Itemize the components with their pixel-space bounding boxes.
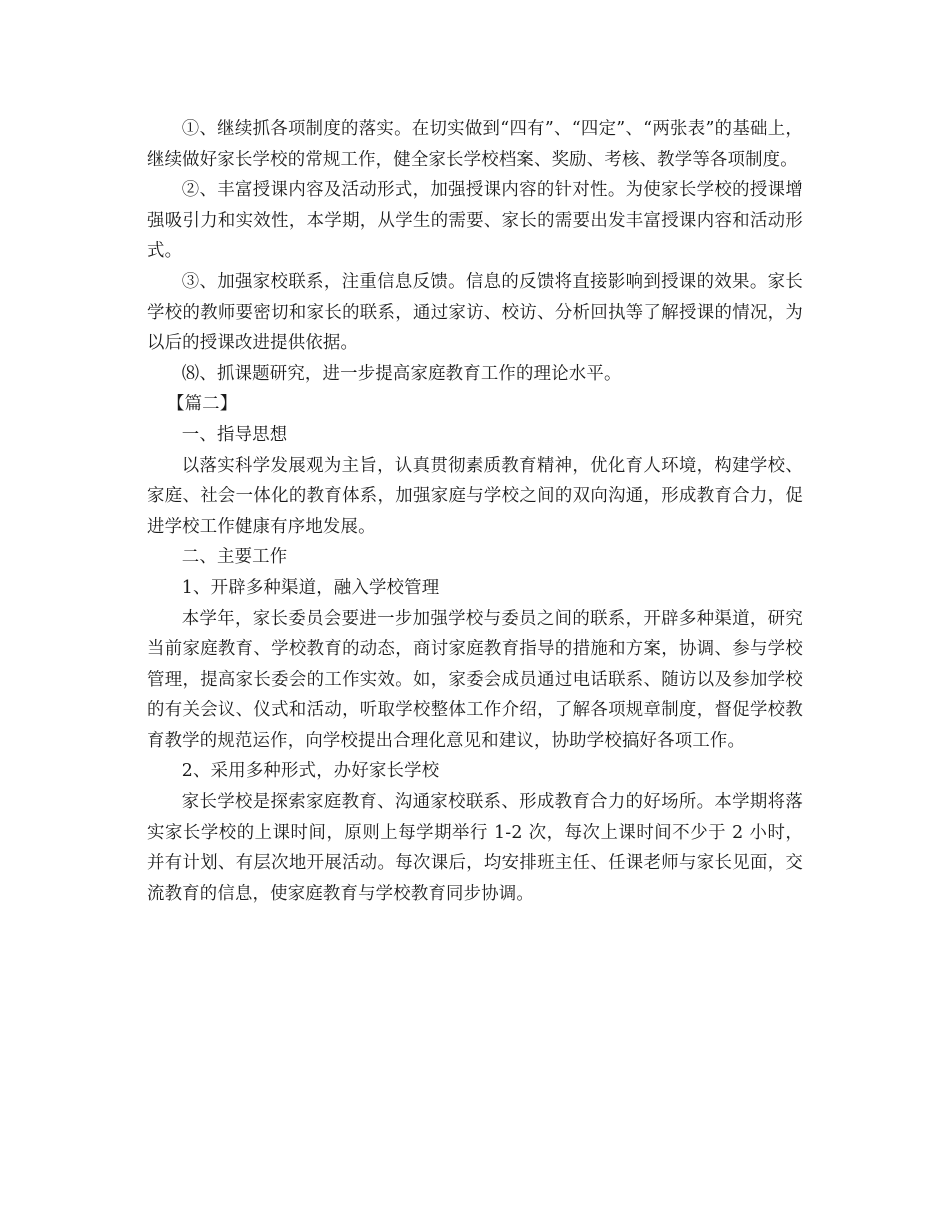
heading-guiding-ideology: 一、指导思想 (181, 424, 288, 445)
paragraph-enrich-content: ②、丰富授课内容及活动形式，加强授课内容的针对性。为使家长学校的授课增强吸引力和实效性，本学期，从学生的需要、家长的需要出发丰富授课内容和活动形式。 (147, 180, 803, 262)
paragraph-home-school-contact: ③、加强家校联系，注重信息反馈。信息的反馈将直接影响到授课的效果。家长学校的教师要密切和家长的联系，通过家访、校访、分析回执等了解授课的情况，为以后的授课改进提供依据。 (147, 271, 803, 354)
document-body (147, 114, 803, 909)
heading-parent-school: 2、采用多种形式，办好家长学校 (181, 761, 440, 782)
paragraph-parent-committee: 本学年，家长委员会要进一步加强学校与委员之间的联系，开辟多种渠道，研究当前家庭教育、学校教育的动态，商讨家庭教育指导的措施和方案，协调、参与学校管理，提高家长委会的工作实效。如，家委会成员通过电话联系、随访以及参加学校的有关会议、仪式和活动，听取学校整体工作介绍，了解各项规章制度，督促学校教育教学的规范运作，向学校提出合理化意见和建议，协助学校搞好各项工作。 (147, 608, 803, 751)
heading-main-work: 二、主要工作 (181, 547, 288, 568)
heading-open-channels: 1、开辟多种渠道，融入学校管理 (181, 577, 440, 598)
paragraph-guiding-ideology: 以落实科学发展观为主旨，认真贯彻素质教育精神，优化育人环境，构建学校、家庭、社会一体化的教育体系，加强家庭与学校之间的双向沟通，形成教育合力，促进学校工作健康有序地发展。 (147, 455, 803, 537)
section-title-part-two: 【篇二】 (167, 394, 238, 415)
paragraph-system-implementation: ①、继续抓各项制度的落实。在切实做到“四有”、“四定”、“两张表”的基础上，继续做好家长学校的常规工作，健全家长学校档案、奖励、考核、教学等各项制度。 (147, 119, 803, 170)
paragraph-parent-school: 家长学校是探索家庭教育、沟通家校联系、形成教育合力的好场所。本学期将落实家长学校的上课时间，原则上每学期举行 1-2 次，每次上课时间不少于 2 小时，并有计划、有层次地开展活动。每次课后，均安排班主任、任课老师与家长见面，交流教育的信息，使家庭教育与学校教育同步协调。 (147, 792, 803, 904)
paragraph-research: ⑻、抓课题研究，进一步提高家庭教育工作的理论水平。 (181, 363, 622, 384)
